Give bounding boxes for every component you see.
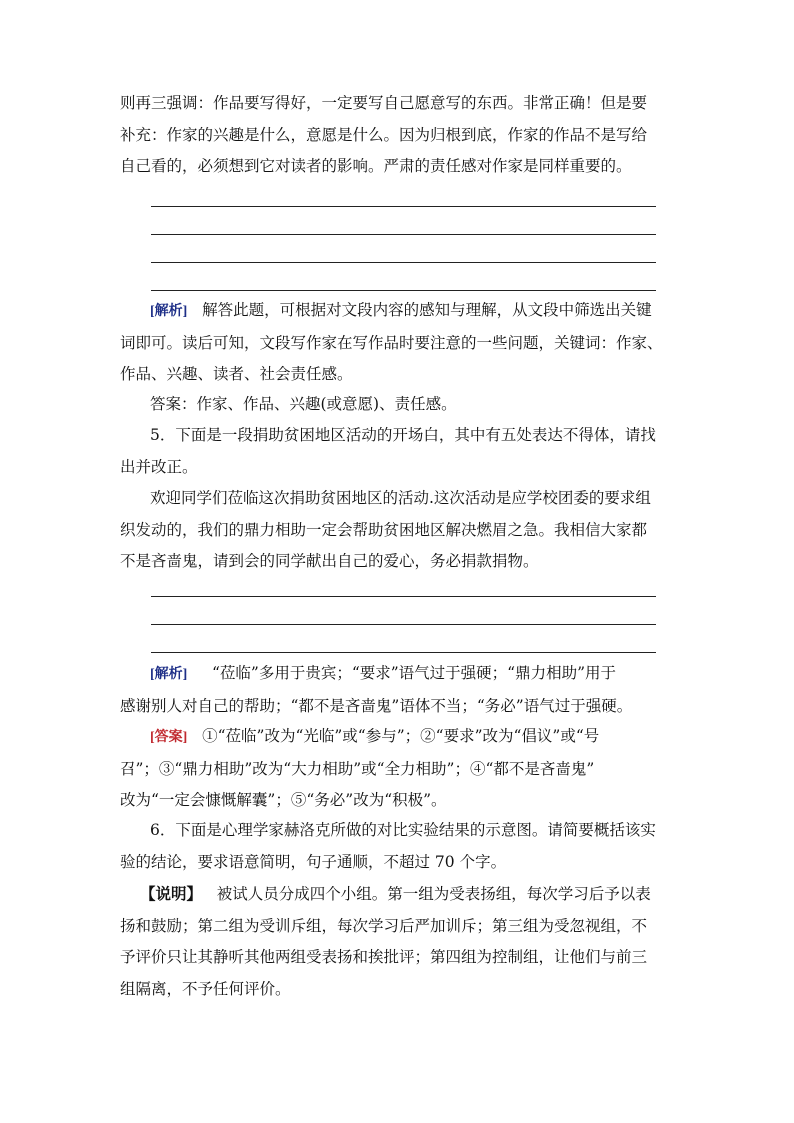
question-5 xyxy=(120,420,680,483)
analysis-text: 解答此题，可根据对文段内容的感知与理解，从文段中筛选出关键 xyxy=(202,301,652,319)
question-5-passage xyxy=(120,483,680,578)
answer-blank-line[interactable] xyxy=(151,206,656,207)
note-tag: 【说明】 xyxy=(140,884,203,903)
question-text: 出并改正。 xyxy=(120,457,198,476)
answer-tag: [答案] xyxy=(150,730,188,745)
question-6 xyxy=(120,815,680,878)
answer-text: 改为“一定会慷慨解囊”；⑤“务必”改为“积极”。 xyxy=(120,791,447,809)
note-text: 组隔离，不予任何评价。 xyxy=(120,979,291,998)
intro-paragraph xyxy=(120,88,680,183)
question-text: 验的结论，要求语意简明，句子通顺，不超过 70 个字。 xyxy=(120,852,507,871)
text-line: 补充：作家的兴趣是什么，意愿是什么。因为归根到底，作家的作品不是写给 xyxy=(120,125,648,144)
answer-text: 召”；③“鼎力相助”改为“大力相助”或“全力相助”；④“都不是吝啬鬼” xyxy=(120,759,595,778)
analysis-tag: [解析] xyxy=(150,667,188,682)
answer-blank-line[interactable] xyxy=(151,234,656,235)
answer-blank-line[interactable] xyxy=(151,652,656,653)
analysis-tag: [解析] xyxy=(150,304,188,319)
analysis-text: 词即可。读后可知，文段写作家在写作品时要注意的一些问题，关键词：作家、 xyxy=(120,333,663,352)
text-line: 自己看的，必须想到它对读者的影响。严肃的责任感对作家是同样重要的。 xyxy=(120,157,632,175)
passage-text: 欢迎同学们莅临这次捐助贫困地区的活动.这次活动是应学校团委的要求组 xyxy=(150,489,651,507)
answer-blank-line[interactable] xyxy=(151,290,656,291)
answer-blank-line[interactable] xyxy=(151,596,656,597)
question-text: 5．下面是一段捐助贫困地区活动的开场白，其中有五处表达不得体，请找 xyxy=(150,426,656,444)
note-block xyxy=(120,878,680,1005)
answer-block-q5 xyxy=(120,721,680,817)
answer-blank-line[interactable] xyxy=(151,624,656,625)
answer-block-q4 xyxy=(120,389,680,421)
analysis-block-q4 xyxy=(120,295,680,391)
note-text: 予评价只让其静听其他两组受表扬和挨批评；第四组为控制组，让他们与前三 xyxy=(120,948,648,966)
answer-blank-line[interactable] xyxy=(151,262,656,263)
note-text: 被试人员分成四个小组。第一组为受表扬组，每次学习后予以表 xyxy=(216,885,651,903)
analysis-text: 感谢别人对自己的帮助；“都不是吝啬鬼”语体不当；“务必”语气过于强硬。 xyxy=(120,696,633,715)
analysis-text: “莅临”多用于贵宾；“要求”语气过于强硬；“鼎力相助”用于 xyxy=(211,664,617,682)
analysis-text: 作品、兴趣、读者、社会责任感。 xyxy=(120,365,353,383)
passage-text: 织发动的，我们的鼎力相助一定会帮助贫困地区解决燃眉之急。我相信大家都 xyxy=(120,520,648,539)
answer-text: ①“莅临”改为“光临”或“参与”；②“要求”改为“倡议”或“号 xyxy=(202,727,600,745)
text-line: 则再三强调：作品要写得好，一定要写自己愿意写的东西。非常正确！但是要 xyxy=(120,94,648,112)
passage-text: 不是吝啬鬼，请到会的同学献出自己的爱心，务必捐款捐物。 xyxy=(120,552,539,570)
question-text: 6．下面是心理学家赫洛克所做的对比实验结果的示意图。请简要概括该实 xyxy=(150,821,656,839)
analysis-block-q5 xyxy=(120,658,680,722)
note-text: 扬和鼓励；第二组为受训斥组，每次学习后严加训斥；第三组为受忽视组，不 xyxy=(120,916,648,935)
answer-text: 答案：作家、作品、兴趣(或意愿)、责任感。 xyxy=(150,395,457,413)
